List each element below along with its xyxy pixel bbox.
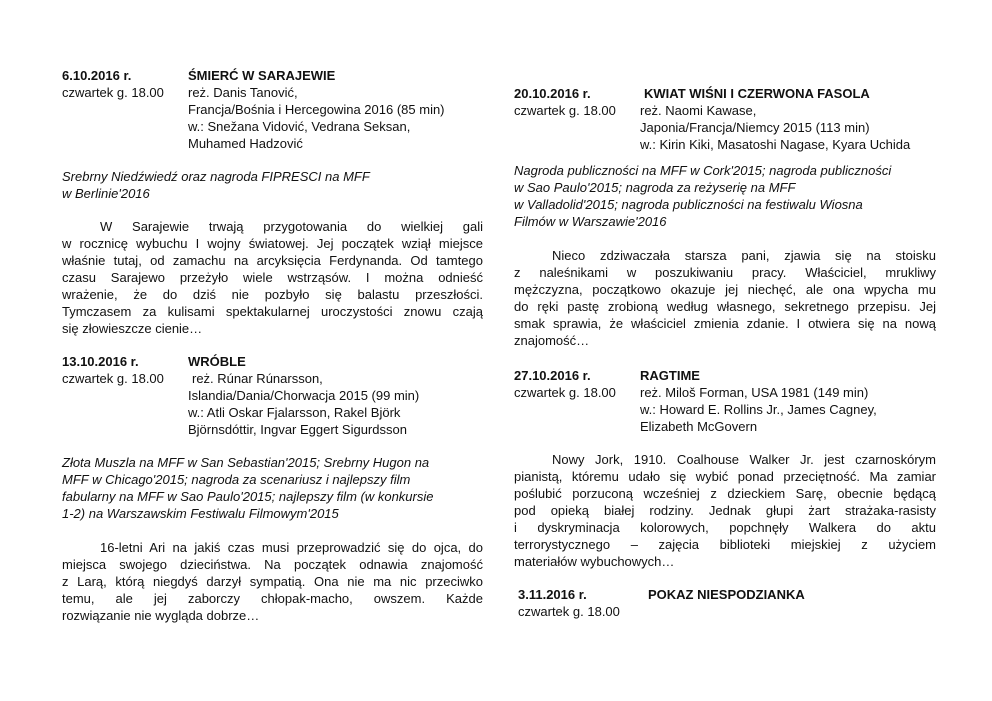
film-synopsis xyxy=(62,218,483,337)
synopsis-line: czasu Sarajewo przeżyło wiele wstrząsów. I można odnieść xyxy=(62,270,483,285)
credits-line: w.: Atli Oskar Fjalarsson, Rakel Björk xyxy=(188,405,401,420)
synopsis-line: pod opieką białej rodziny. Jednak głupi żart strażaka-rasisty xyxy=(514,503,936,518)
credits-line: Islandia/Dania/Chorwacja 2015 (99 min) xyxy=(188,388,420,403)
screening-day-time: czwartek g. 18.00 xyxy=(62,85,164,100)
credits-line: Francja/Bośnia i Hercegowina 2016 (85 min) xyxy=(188,102,445,117)
film-awards xyxy=(62,168,483,202)
awards-line: w Sao Paulo'2015; nagroda za reżyserię na MFF xyxy=(514,180,796,195)
screening-entry xyxy=(514,367,936,435)
synopsis-line: poślubić porzuconą wcześniej z dzieckiem Sarę, obecnie będącą xyxy=(514,486,936,501)
credits-line: Muhamed Hadzović xyxy=(188,136,303,151)
synopsis-line: pianistą, któremu udało się wybić ponad przeciętność. Ma zamiar xyxy=(514,469,936,484)
screening-date: 27.10.2016 r. xyxy=(514,368,591,383)
screening-entry xyxy=(514,586,936,620)
credits-line: reż. Danis Tanović, xyxy=(188,85,298,100)
film-credits xyxy=(640,102,910,153)
synopsis-line: się złowieszcze cienie… xyxy=(62,321,203,336)
credits-line: w.: Kirin Kiki, Masatoshi Nagase, Kyara Uchida xyxy=(640,137,911,152)
awards-line: Srebrny Niedźwiedź oraz nagroda FIPRESCI na MFF xyxy=(62,169,370,184)
synopsis-line: rozwiązanie nie wygląda dobrze… xyxy=(62,608,260,623)
screening-day-time: czwartek g. 18.00 xyxy=(518,604,620,619)
synopsis-line: smak sprawia, że właściciel zmienia zdanie. I otwiera się na nową xyxy=(514,316,936,331)
film-title: ŚMIERĆ W SARAJEWIE xyxy=(188,68,336,83)
right-column xyxy=(514,85,936,620)
screening-day-time: czwartek g. 18.00 xyxy=(62,371,164,386)
screening-entry xyxy=(62,67,483,153)
screening-date: 6.10.2016 r. xyxy=(62,68,132,83)
credits-line: reż. Naomi Kawase, xyxy=(640,103,757,118)
synopsis-line: Nieco zdziwaczała starsza pani, zjawia się na stoisku xyxy=(552,248,936,263)
synopsis-line: miejsca swojego dzieciństwa. Na początek odnawia znajomość xyxy=(62,557,483,572)
awards-line: fabularny na MFF w Sao Paulo'2015; najlepszy film (w konkursie xyxy=(62,489,434,504)
synopsis-line: do ręki pastę zrobioną według własnego, sekretnego przepisu. Jej xyxy=(514,299,936,314)
synopsis-line: właśnie tutaj, od zamachu na arcyksięcia Ferdynanda. Od tamtego xyxy=(62,253,483,268)
credits-line: Elizabeth McGovern xyxy=(640,419,758,434)
awards-line: MFF w Chicago'2015; nagroda za scenariusz i najlepszy film xyxy=(62,472,411,487)
film-credits xyxy=(188,370,419,438)
film-title: WRÓBLE xyxy=(188,354,246,369)
film-title: POKAZ NIESPODZIANKA xyxy=(648,587,805,602)
awards-line: Złota Muszla na MFF w San Sebastian'2015; Srebrny Hugon na xyxy=(62,455,430,470)
synopsis-line: i dyskryminacja kolorowych, popchnęły Walkera do aktu xyxy=(514,520,936,535)
awards-line: w Berlinie'2016 xyxy=(62,186,150,201)
film-credits xyxy=(640,384,877,435)
synopsis-line: z naleśnikami w poszukiwaniu pracy. Właściciel, mrukliwy xyxy=(514,265,936,280)
film-title: KWIAT WIŚNI I CZERWONA FASOLA xyxy=(644,86,870,101)
film-awards xyxy=(62,454,483,522)
synopsis-line: mężczyzna, początkowo okazuje jej niechęć, ale ona wpycha mu xyxy=(514,282,936,297)
screening-date: 13.10.2016 r. xyxy=(62,354,139,369)
synopsis-line: Nowy Jork, 1910. Coalhouse Walker Jr. jest czarnoskórym xyxy=(552,452,936,467)
synopsis-line: 16-letni Ari na jakiś czas musi przeprowadzić się do ojca, do xyxy=(100,540,483,555)
awards-line: Nagroda publiczności na MFF w Cork'2015; nagroda publiczności xyxy=(514,163,892,178)
synopsis-line: w rocznicę wybuchu I wojny światowej. Jej początek wziął miejsce xyxy=(62,236,483,251)
screening-entry xyxy=(62,353,483,439)
screening-date: 20.10.2016 r. xyxy=(514,86,591,101)
credits-line: Japonia/Francja/Niemcy 2015 (113 min) xyxy=(640,120,870,135)
synopsis-line: terrorystycznego – zajęcia biblioteki miejskiej z użyciem xyxy=(514,537,936,552)
film-awards xyxy=(514,162,936,230)
screening-date: 3.11.2016 r. xyxy=(518,587,587,602)
credits-line: reż. Rúnar Rúnarsson, xyxy=(192,371,323,386)
screening-entry xyxy=(514,85,936,153)
awards-line: w Valladolid'2015; nagroda publiczności na festiwalu Wiosna xyxy=(514,197,863,212)
synopsis-line: W Sarajewie trwają przygotowania do wielkiej gali xyxy=(100,219,483,234)
synopsis-line: znajomość… xyxy=(514,333,590,348)
synopsis-line: temu, ale jej zaborczy chłopak-macho, owszem. Każde xyxy=(62,591,483,606)
synopsis-line: materiałów wybuchowych… xyxy=(514,554,675,569)
awards-line: Filmów w Warszawie'2016 xyxy=(514,214,667,229)
film-synopsis xyxy=(62,539,483,624)
screening-day-time: czwartek g. 18.00 xyxy=(514,103,616,118)
left-column xyxy=(62,67,483,624)
film-synopsis xyxy=(514,451,936,570)
synopsis-line: Tymczasem za kulisami spektakularnej uroczystości znowu czają xyxy=(62,304,483,319)
film-title: RAGTIME xyxy=(640,368,700,383)
screening-day-time: czwartek g. 18.00 xyxy=(514,385,616,400)
film-synopsis xyxy=(514,247,936,349)
film-credits xyxy=(188,84,445,152)
awards-line: 1-2) na Warszawskim Festiwalu Filmowym'2015 xyxy=(62,506,339,521)
synopsis-line: wrażenie, że do dziś nie pozbyło się balastu przeszłości. xyxy=(62,287,483,302)
credits-line: w.: Howard E. Rollins Jr., James Cagney, xyxy=(640,402,877,417)
credits-line: Björnsdóttir, Ingvar Eggert Sigurdsson xyxy=(188,422,407,437)
credits-line: reż. Miloš Forman, USA 1981 (149 min) xyxy=(640,385,869,400)
credits-line: w.: Snežana Vidović, Vedrana Seksan, xyxy=(188,119,411,134)
synopsis-line: z Larą, którą niegdyś darzył sympatią. Ona nie ma nic przeciwko xyxy=(62,574,483,589)
